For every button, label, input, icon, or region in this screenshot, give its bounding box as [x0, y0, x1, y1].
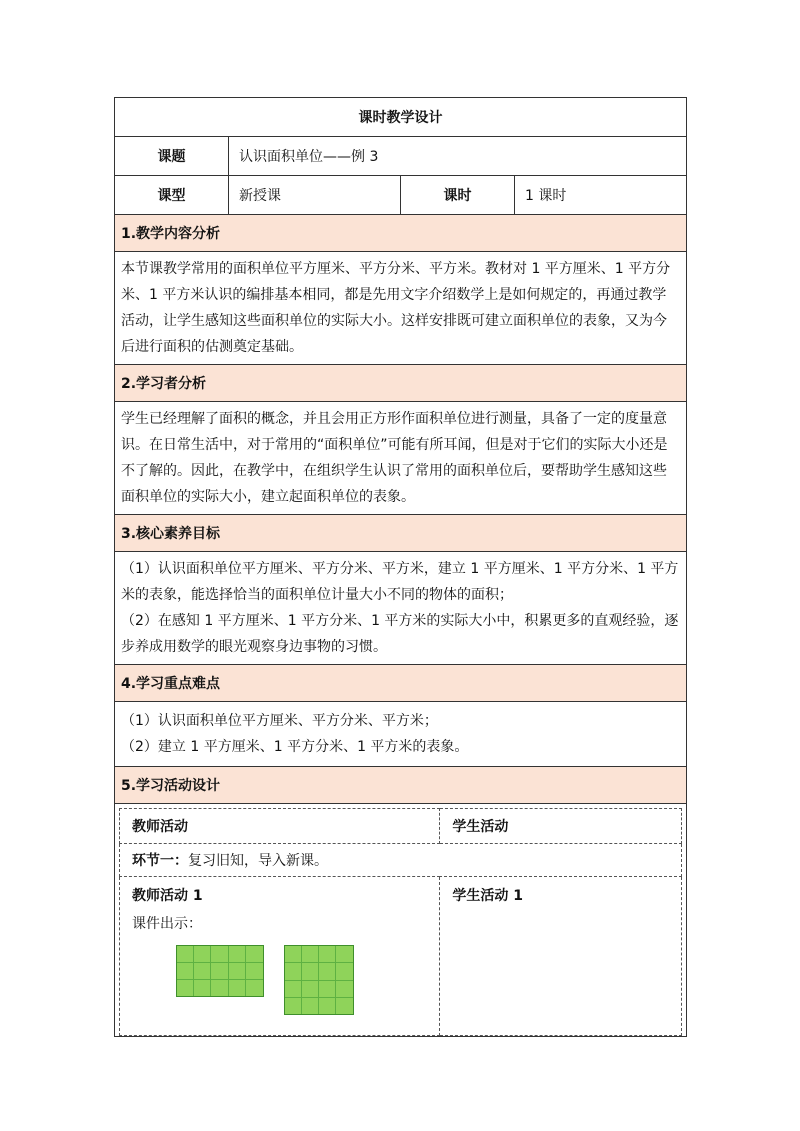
grid-square [177, 980, 193, 996]
grid-square [177, 946, 193, 962]
grid-square [229, 963, 245, 979]
grid-square [246, 980, 262, 996]
section-body-content-analysis [115, 252, 687, 365]
section-heading-content-analysis: 1.教学内容分析 [115, 215, 687, 252]
grid-square [319, 998, 335, 1014]
grid-square [319, 946, 335, 962]
grid-square [194, 980, 210, 996]
topic-value: 认识面积单位——例 3 [229, 137, 687, 176]
activity-design-body [115, 804, 687, 1037]
grid-square [336, 998, 352, 1014]
grid-figure-4x4 [284, 945, 354, 1015]
lesson-plan-document [114, 97, 686, 1037]
stage-row [120, 844, 682, 877]
document-title: 课时教学设计 [115, 98, 687, 137]
grid-square [285, 981, 301, 997]
grid-figure-3x5 [176, 945, 264, 997]
grid-square [194, 963, 210, 979]
grid-square [246, 963, 262, 979]
stage-label: 环节一： [132, 853, 188, 869]
courseware-text: 课件出示： [132, 916, 202, 932]
grid-square [336, 946, 352, 962]
teacher-activity-cell [120, 877, 440, 1036]
student-activity-cell [440, 877, 682, 1036]
grid-square [211, 946, 227, 962]
grid-square [302, 963, 318, 979]
key-point-item: （2）建立 1 平方厘米、1 平方分米、1 平方米的表象。 [121, 739, 469, 755]
section-body-core-goals [115, 552, 687, 665]
section-body-learner-analysis [115, 402, 687, 515]
goal-item: （1）认识面积单位平方厘米、平方分米、平方米，建立 1 平方厘米、1 平方分米、1 平方米的表象，能选择恰当的面积单位计量大小不同的物体的面积； [121, 561, 679, 603]
section-heading-learner-analysis: 2.学习者分析 [115, 365, 687, 402]
grid-square [285, 946, 301, 962]
grid-square [285, 963, 301, 979]
grid-square [336, 963, 352, 979]
grid-square [177, 963, 193, 979]
section-heading-activity-design: 5.学习活动设计 [115, 767, 687, 804]
figure-row [102, 945, 427, 1015]
type-value: 新授课 [229, 176, 401, 215]
grid-square [302, 946, 318, 962]
grid-square [211, 980, 227, 996]
section-heading-core-goals: 3.核心素养目标 [115, 515, 687, 552]
grid-square [194, 946, 210, 962]
grid-square [336, 981, 352, 997]
stage-text: 复习旧知，导入新课。 [188, 853, 328, 869]
key-point-item: （1）认识面积单位平方厘米、平方分米、平方米； [121, 713, 438, 729]
section-body-key-points [115, 702, 687, 767]
topic-label: 课题 [115, 137, 229, 176]
grid-square [302, 981, 318, 997]
grid-square [229, 980, 245, 996]
teacher-activity-title: 教师活动 1 [132, 888, 203, 904]
grid-square [211, 963, 227, 979]
activity-table [119, 808, 682, 1036]
goal-item: （2）在感知 1 平方厘米、1 平方分米、1 平方米的实际大小中，积累更多的直观经验，逐步养成用数学的眼光观察身边事物的习惯。 [121, 613, 679, 655]
grid-square [246, 946, 262, 962]
grid-square [302, 998, 318, 1014]
section-heading-key-points: 4.学习重点难点 [115, 665, 687, 702]
period-value: 1 课时 [515, 176, 687, 215]
lesson-plan-table [114, 97, 687, 1037]
student-activity-title: 学生活动 1 [452, 888, 523, 904]
teacher-activity-header: 教师活动 [120, 809, 440, 844]
type-label: 课型 [115, 176, 229, 215]
grid-square [229, 946, 245, 962]
period-label: 课时 [401, 176, 515, 215]
paragraph: 本节课教学常用的面积单位平方厘米、平方分米、平方米。教材对 1 平方厘米、1 平方分米、1 平方米认识的编排基本相同，都是先用文字介绍数学上是如何规定的，再通过教学活动，让学生感知这些面积单位的实际大小。这样安排既可建立面积单位的表象，又为今后进行面积的估测奠定基础。 [121, 261, 671, 355]
grid-square [285, 998, 301, 1014]
grid-square [319, 981, 335, 997]
grid-square [319, 963, 335, 979]
paragraph: 学生已经理解了面积的概念，并且会用正方形作面积单位进行测量，具备了一定的度量意识。在日常生活中，对于常用的“面积单位”可能有所耳闻，但是对于它们的实际大小还是不了解的。因此，在教学中，在组织学生认识了常用的面积单位后，要帮助学生感知这些面积单位的实际大小，建立起面积单位的表象。 [121, 411, 668, 505]
student-activity-header: 学生活动 [440, 809, 682, 844]
